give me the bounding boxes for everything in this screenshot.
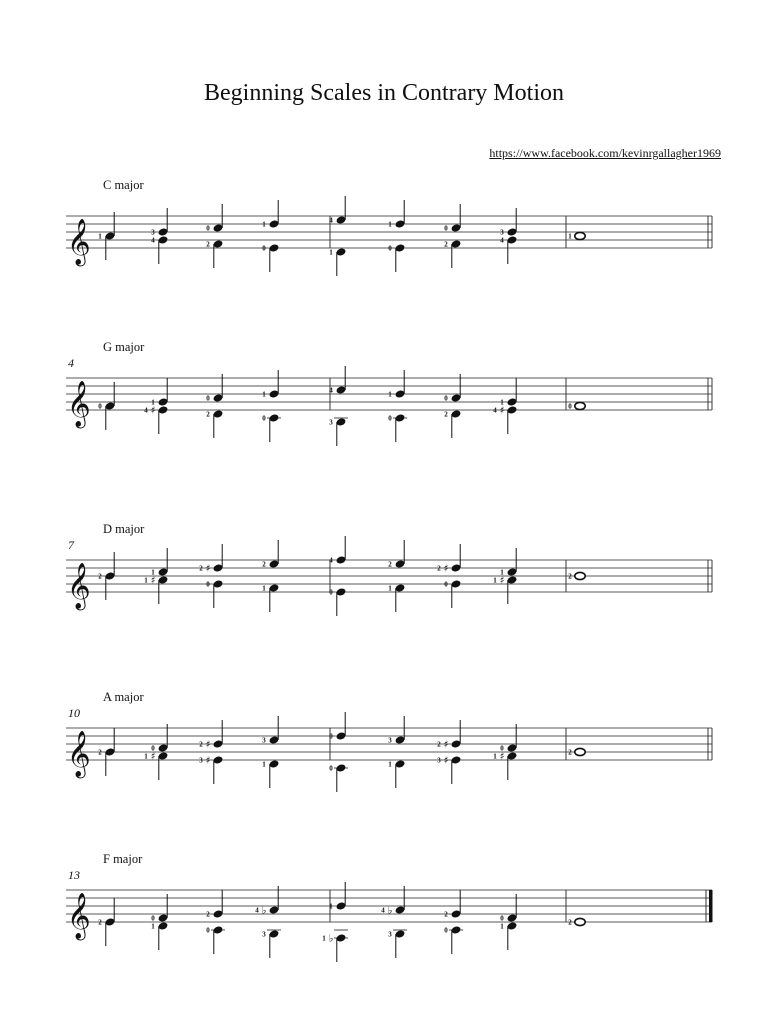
scale-label: G major [103, 340, 145, 354]
sharp-icon: ♯ [205, 739, 211, 751]
fingering-number: 2 [437, 740, 441, 749]
fingering-number: 3 [388, 930, 392, 939]
fingering-number: 1 [329, 248, 333, 257]
whole-note [575, 918, 585, 925]
fingering-number: 2 [568, 918, 572, 927]
treble-clef-icon: 𝄞 [67, 381, 91, 427]
sharp-icon: ♯ [499, 575, 505, 587]
fingering-number: 2 [206, 410, 210, 419]
flat-icon: ♭ [261, 905, 267, 917]
fingering-number: 0 [329, 732, 333, 741]
fingering-number: 0 [388, 414, 392, 423]
fingering-number: 3 [500, 228, 504, 237]
fingering-number: 0 [206, 926, 210, 935]
fingering-number: 1 [144, 576, 148, 585]
fingering-number: 2 [98, 918, 102, 927]
whole-note [575, 748, 585, 755]
fingering-number: 2 [199, 740, 203, 749]
measure-number: 4 [68, 356, 74, 370]
measure-number: 13 [68, 868, 80, 882]
staff [0, 862, 768, 972]
fingering-number: 0 [444, 224, 448, 233]
fingering-number: 2 [568, 572, 572, 581]
fingering-number: 3 [151, 228, 155, 237]
sharp-icon: ♯ [443, 739, 449, 751]
staff-system [0, 522, 768, 642]
fingering-number: 4 [144, 406, 148, 415]
sharp-icon: ♯ [443, 563, 449, 575]
fingering-number: 3 [437, 756, 441, 765]
flat-icon: ♭ [328, 933, 334, 945]
fingering-number: 1 [322, 934, 326, 943]
sharp-icon: ♯ [205, 755, 211, 767]
fingering-number: 0 [206, 224, 210, 233]
whole-note [575, 232, 585, 239]
fingering-number: 3 [388, 736, 392, 745]
scale-label: D major [103, 522, 145, 536]
sharp-icon: ♯ [150, 405, 156, 417]
final-barline [709, 890, 713, 922]
whole-note [575, 402, 585, 409]
sharp-icon: ♯ [443, 755, 449, 767]
fingering-number: 0 [151, 744, 155, 753]
treble-clef-icon: 𝄞 [67, 893, 91, 939]
fingering-number: 1 [500, 398, 504, 407]
fingering-number: 4 [500, 236, 504, 245]
fingering-number: 2 [262, 560, 266, 569]
fingering-number: 1 [262, 584, 266, 593]
fingering-number: 0 [262, 414, 266, 423]
fingering-number: 4 [329, 386, 333, 395]
scale-label: A major [103, 690, 144, 704]
fingering-number: 0 [444, 926, 448, 935]
sharp-icon: ♯ [205, 563, 211, 575]
fingering-number: 1 [144, 752, 148, 761]
fingering-number: 0 [444, 580, 448, 589]
fingering-number: 0 [98, 402, 102, 411]
staff [0, 350, 768, 460]
fingering-number: 2 [388, 560, 392, 569]
fingering-number: 1 [388, 760, 392, 769]
fingering-number: 1 [151, 398, 155, 407]
sharp-icon: ♯ [150, 575, 156, 587]
staff [0, 700, 768, 810]
fingering-number: 1 [388, 390, 392, 399]
staff [0, 532, 768, 642]
measure-number: 10 [68, 706, 80, 720]
fingering-number: 1 [388, 584, 392, 593]
fingering-number: 1 [262, 220, 266, 229]
fingering-number: 1 [500, 922, 504, 931]
fingering-number: 3 [199, 756, 203, 765]
fingering-number: 2 [444, 910, 448, 919]
staff-system [0, 690, 768, 810]
fingering-number: 0 [329, 764, 333, 773]
fingering-number: 2 [98, 572, 102, 581]
sharp-icon: ♯ [150, 751, 156, 763]
fingering-number: 1 [493, 752, 497, 761]
fingering-number: 1 [98, 232, 102, 241]
fingering-number: 1 [151, 568, 155, 577]
fingering-number: 4 [381, 906, 385, 915]
fingering-number: 1 [329, 902, 333, 911]
staff-system [0, 852, 768, 972]
fingering-number: 2 [206, 240, 210, 249]
page-title: Beginning Scales in Contrary Motion [204, 80, 564, 106]
fingering-number: 0 [388, 244, 392, 253]
fingering-number: 4 [493, 406, 497, 415]
fingering-number: 2 [568, 748, 572, 757]
fingering-number: 1 [568, 232, 572, 241]
fingering-number: 4 [329, 556, 333, 565]
fingering-number: 3 [262, 930, 266, 939]
fingering-number: 1 [500, 568, 504, 577]
flat-icon: ♭ [387, 905, 393, 917]
sharp-icon: ♯ [499, 751, 505, 763]
whole-note [575, 572, 585, 579]
fingering-number: 4 [255, 906, 259, 915]
treble-clef-icon: 𝄞 [67, 219, 91, 265]
staff-system [0, 340, 768, 460]
fingering-number: 0 [500, 744, 504, 753]
treble-clef-icon: 𝄞 [67, 563, 91, 609]
fingering-number: 0 [568, 402, 572, 411]
fingering-number: 1 [151, 922, 155, 931]
fingering-number: 2 [444, 410, 448, 419]
measure-number: 7 [68, 538, 74, 552]
fingering-number: 0 [444, 394, 448, 403]
fingering-number: 2 [437, 564, 441, 573]
fingering-number: 0 [206, 580, 210, 589]
fingering-number: 4 [329, 216, 333, 225]
fingering-number: 2 [98, 748, 102, 757]
fingering-number: 1 [388, 220, 392, 229]
fingering-number: 0 [329, 588, 333, 597]
fingering-number: 2 [206, 910, 210, 919]
fingering-number: 1 [262, 390, 266, 399]
treble-clef-icon: 𝄞 [67, 731, 91, 777]
fingering-number: 0 [151, 914, 155, 923]
scale-label: F major [103, 852, 143, 866]
fingering-number: 1 [262, 760, 266, 769]
fingering-number: 2 [199, 564, 203, 573]
sharp-icon: ♯ [499, 405, 505, 417]
scale-label: C major [103, 178, 144, 192]
fingering-number: 3 [262, 736, 266, 745]
fingering-number: 4 [151, 236, 155, 245]
fingering-number: 0 [206, 394, 210, 403]
fingering-number: 2 [444, 240, 448, 249]
staff-system [0, 178, 768, 298]
fingering-number: 1 [493, 576, 497, 585]
facebook-link[interactable]: https://www.facebook.com/kevinrgallagher1969 [489, 146, 721, 160]
fingering-number: 0 [500, 914, 504, 923]
fingering-number: 3 [329, 418, 333, 427]
fingering-number: 0 [262, 244, 266, 253]
staff [0, 188, 768, 298]
